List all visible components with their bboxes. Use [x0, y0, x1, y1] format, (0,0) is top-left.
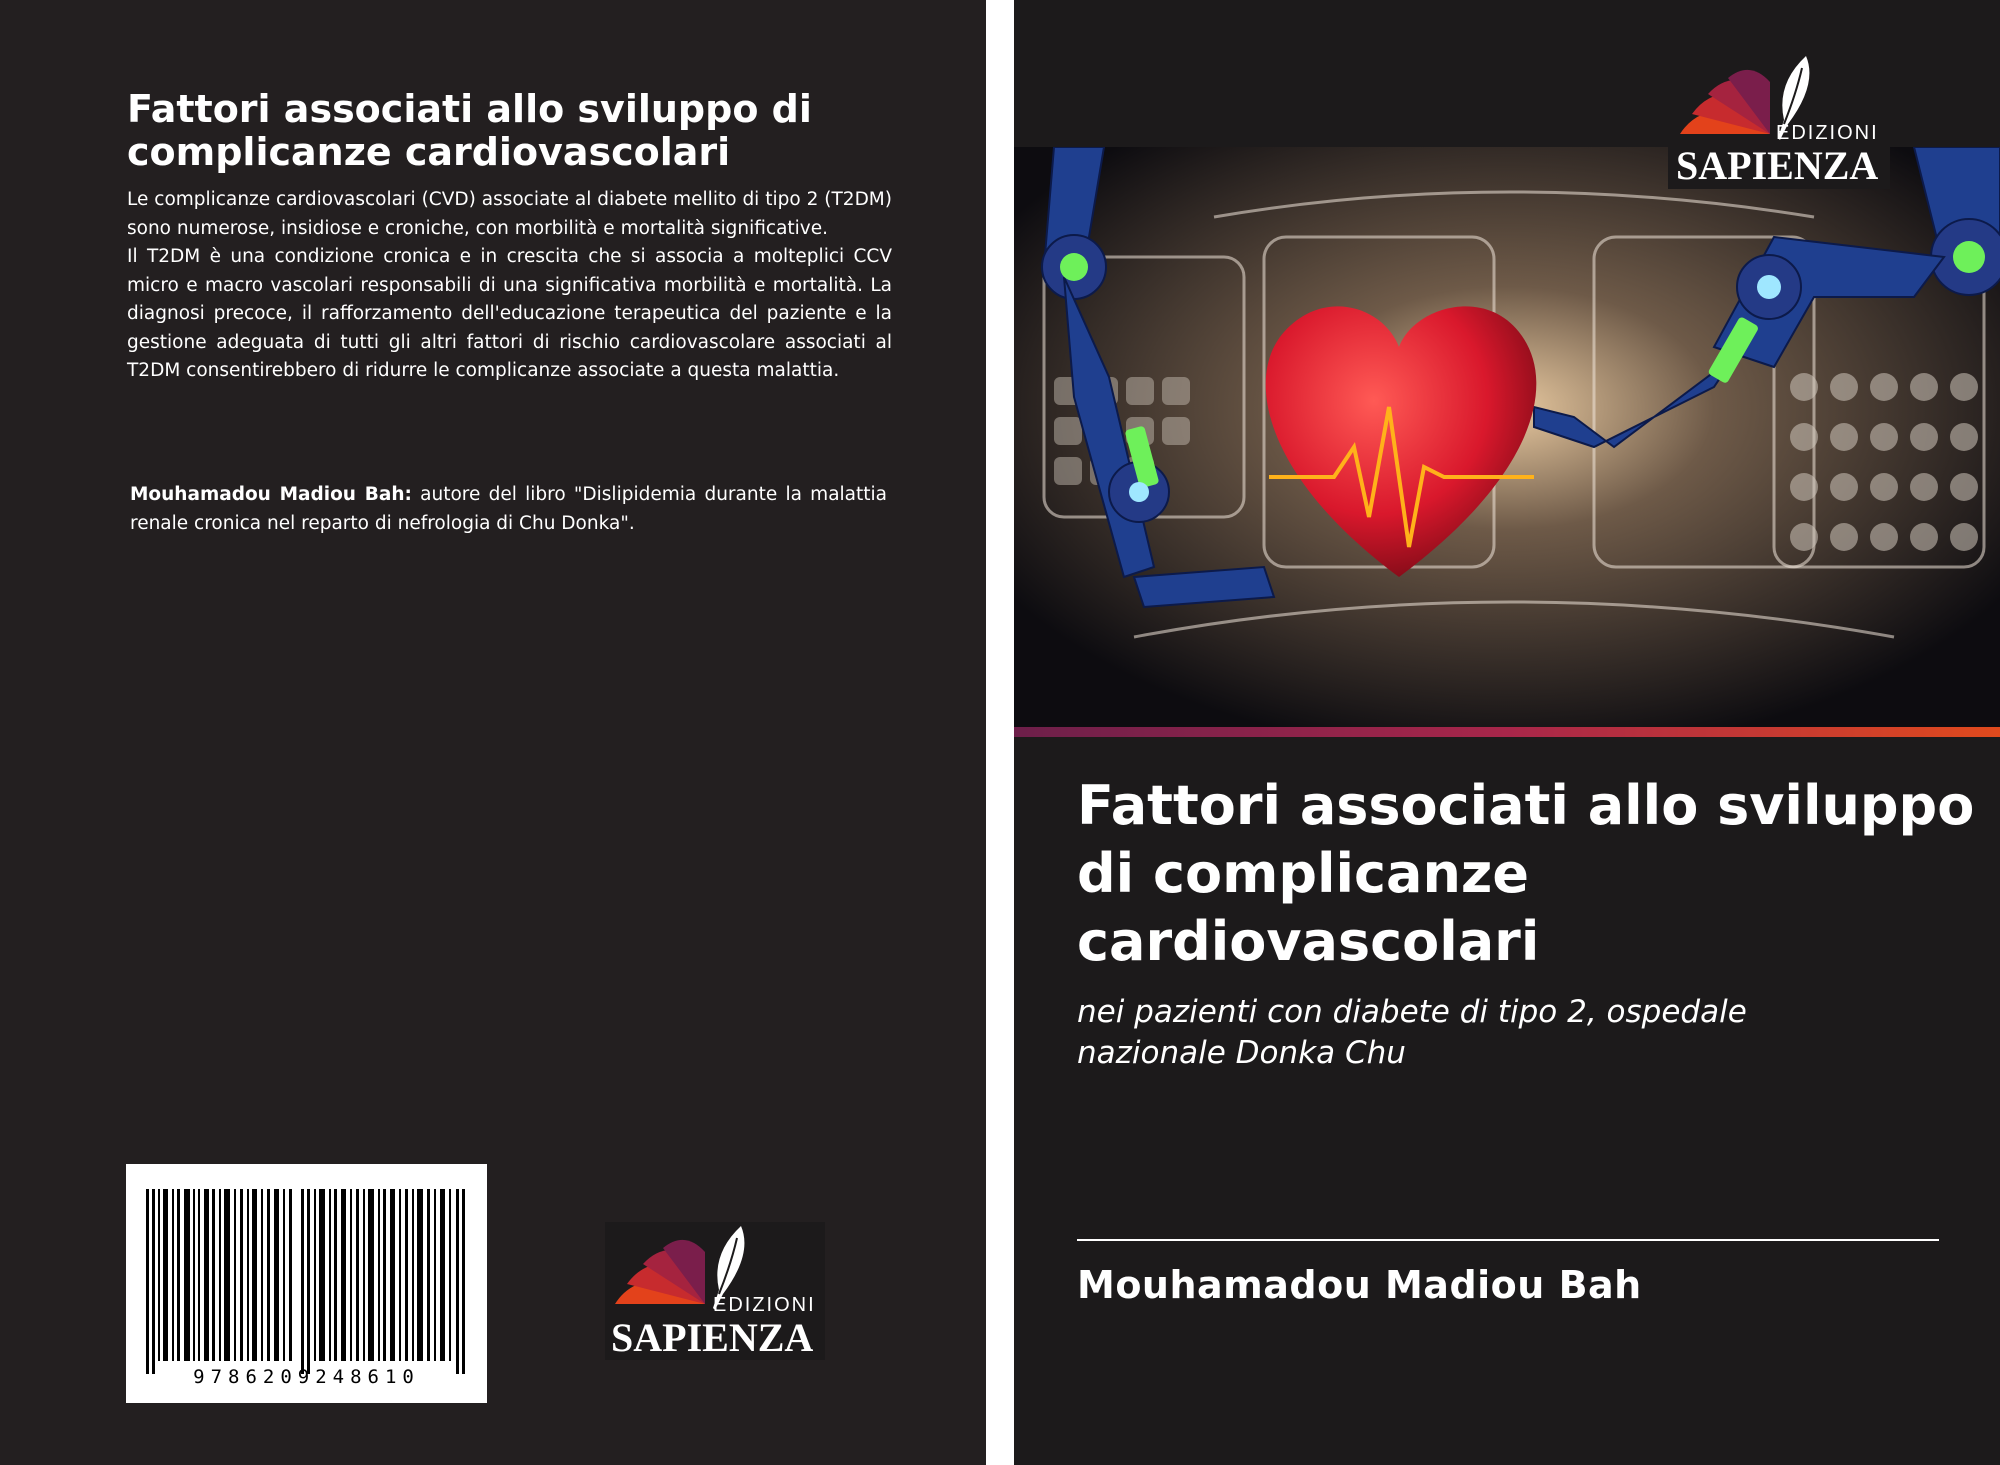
blurb-paragraph: Le complicanze cardiovascolari (CVD) associate al diabete mellito di tipo 2 (T2DM) sono numerose, insidiose e croniche, con morbilità e mortalità significative. — [127, 189, 892, 239]
publisher-logo-front — [1668, 52, 1890, 189]
cover-illustration-graphic — [1014, 147, 2000, 727]
publisher-sapienza: SAPIENZA — [611, 1315, 814, 1360]
front-cover-subtitle: nei pazienti con diabete di tipo 2, ospedale nazionale Donka Chu — [1077, 994, 1747, 1071]
front-cover-author: Mouhamadou Madiou Bah — [1077, 1263, 1642, 1307]
author-bio — [130, 480, 887, 538]
back-cover-blurb — [127, 186, 892, 386]
barcode-digits: 9786209248610 — [193, 1366, 420, 1388]
publisher-edizioni: EDIZIONI — [713, 1294, 816, 1316]
isbn-barcode — [126, 1164, 487, 1403]
author-bio-name: Mouhamadou Madiou Bah: — [130, 484, 412, 505]
publisher-edizioni: EDIZIONI — [1776, 122, 1879, 144]
publisher-logo-back — [605, 1222, 825, 1360]
back-cover-title: Fattori associati allo sviluppo di complicanze cardiovascolari — [127, 87, 812, 174]
divider — [1077, 1239, 1939, 1241]
spine — [986, 0, 1014, 1465]
barcode-icon — [146, 1189, 468, 1374]
author-bio-text: autore del libro "Dislipidemia durante la malattia renale cronica nel reparto di nefrologia di Chu Donka". — [130, 484, 887, 534]
accent-strip — [1014, 727, 2000, 737]
front-cover-title: Fattori associati allo sviluppo di complicanze cardiovascolari — [1077, 774, 1975, 973]
publisher-sapienza: SAPIENZA — [1676, 143, 1879, 188]
cover-illustration — [1014, 147, 2000, 727]
blurb-paragraph: Il T2DM è una condizione cronica e in crescita che si associa a molteplici CCV micro e macro vascolari responsabili di una significativa morbilità e mortalità. La diagnosi precoce, il rafforzamento dell'educazione terapeutica del paziente e la gestione adeguata di tutti gli altri fattori di rischio cardiovascolare associati al T2DM consentirebbero di ridurre le complicanze associate a questa malattia. — [127, 246, 892, 381]
